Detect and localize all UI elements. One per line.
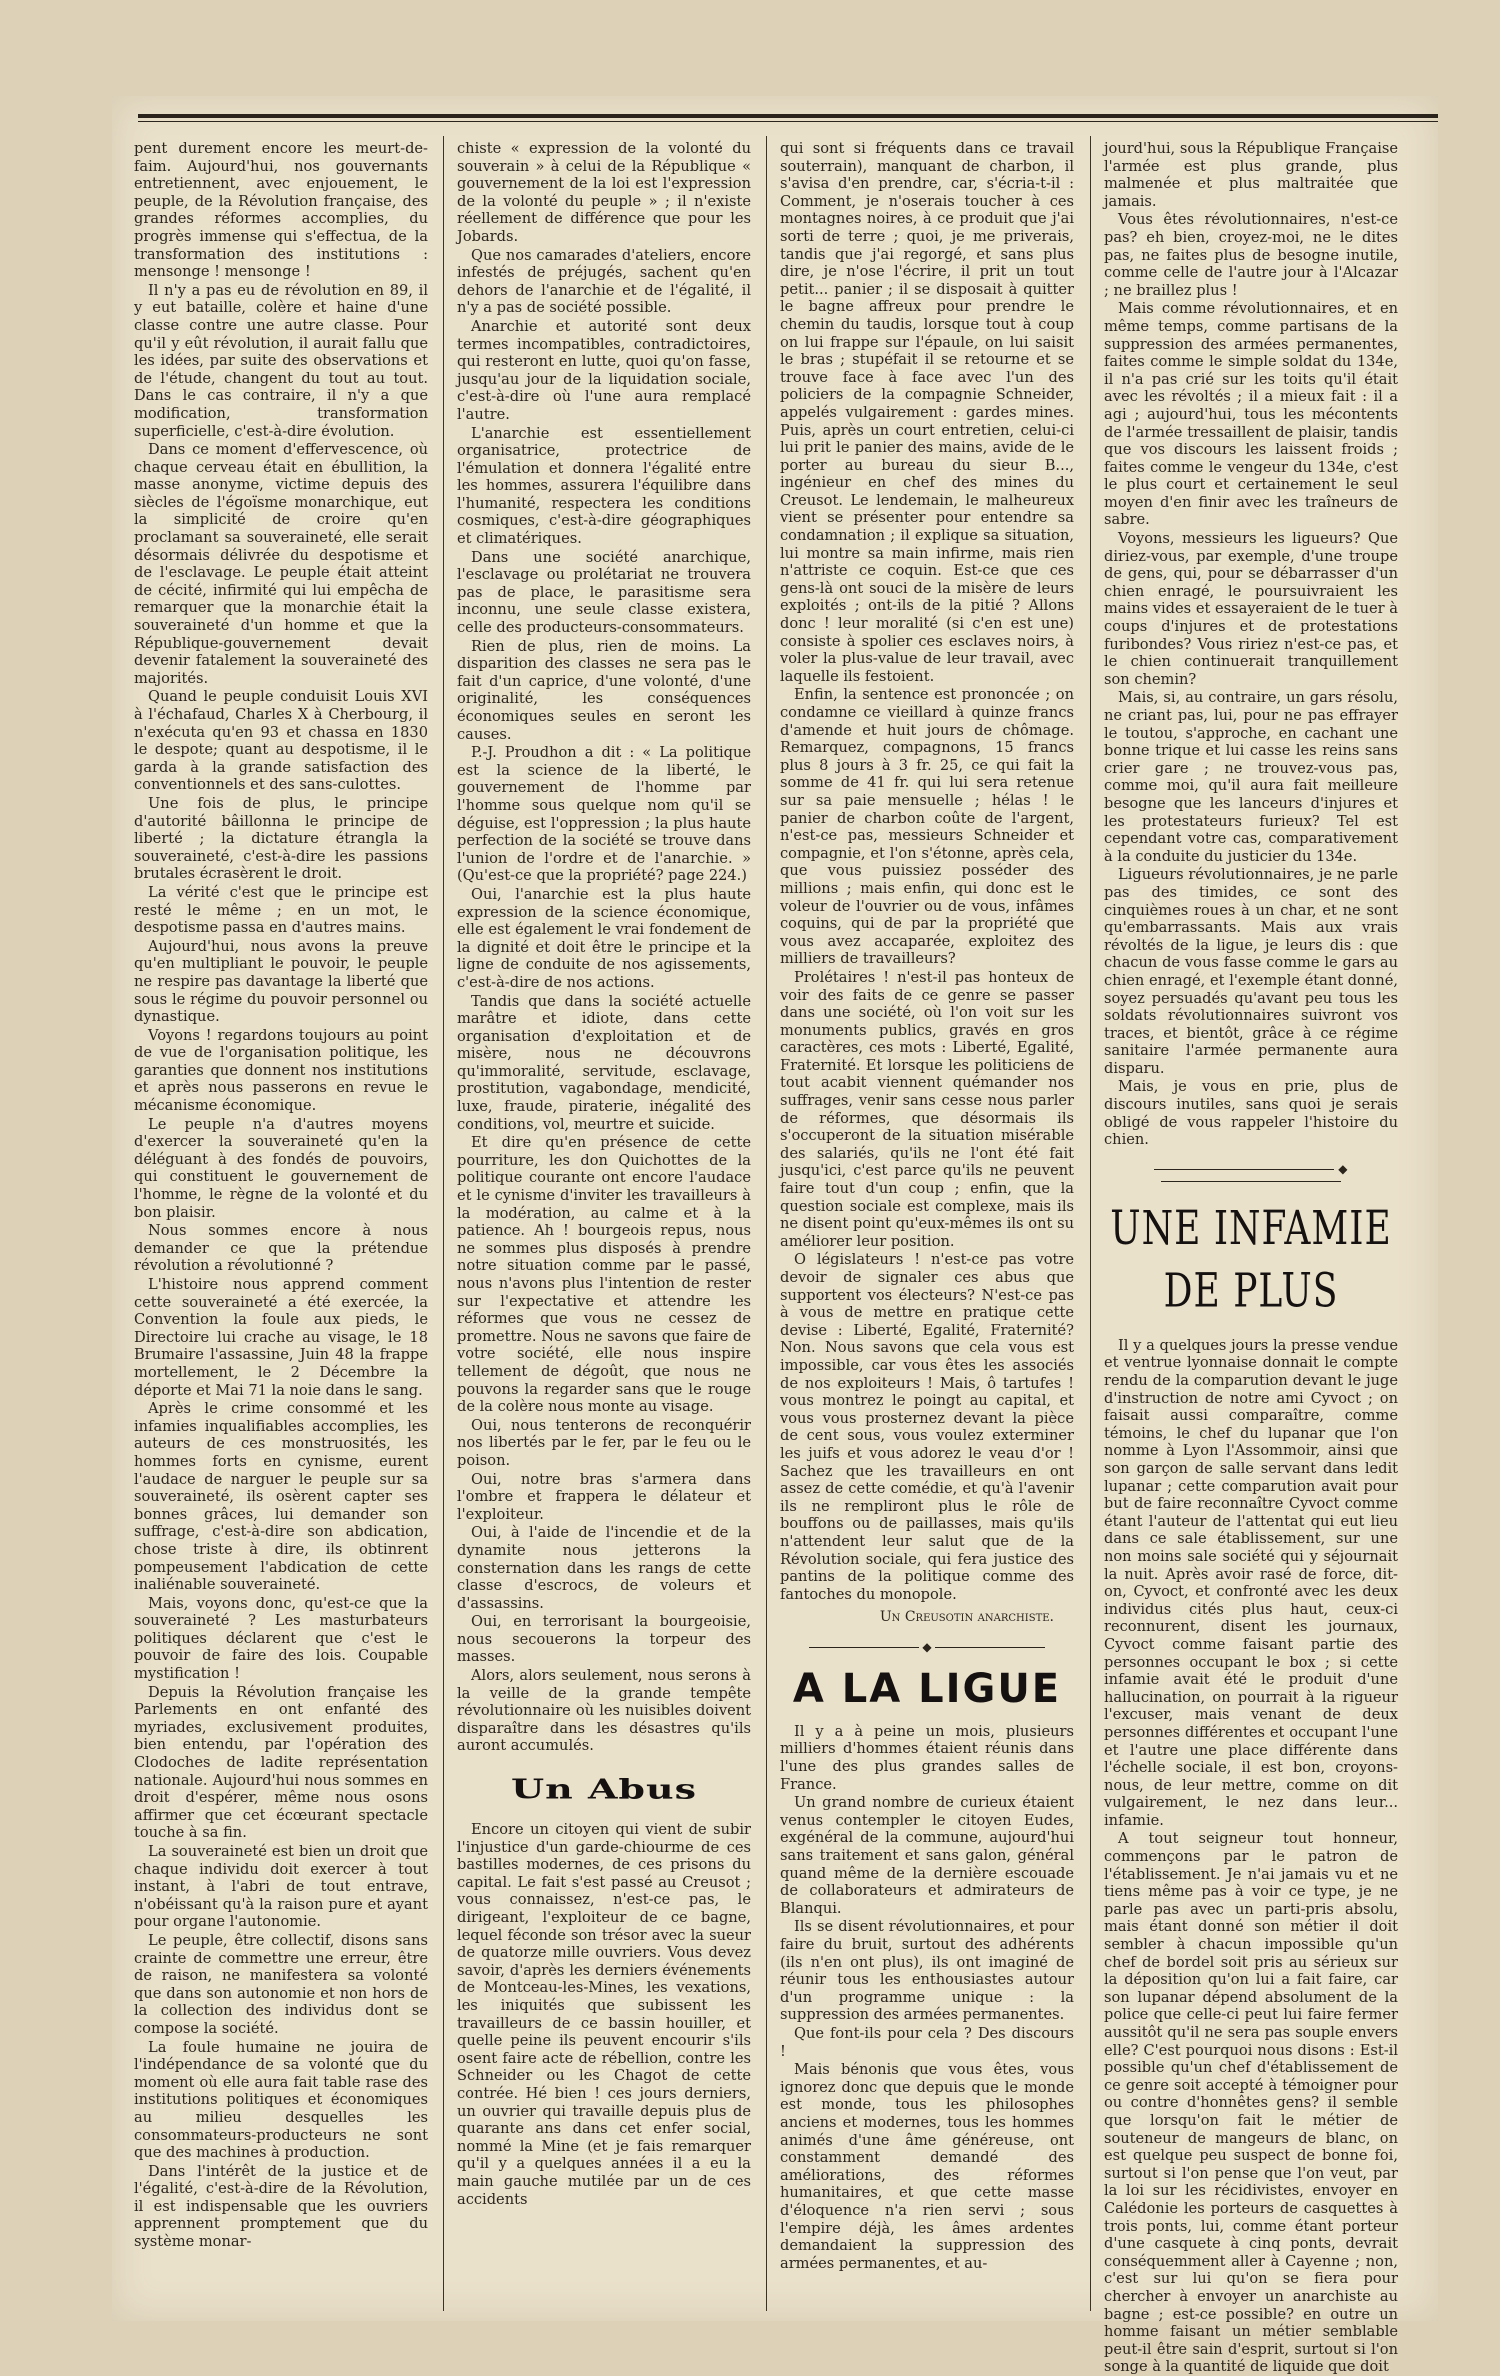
paragraph: Quand le peuple conduisit Louis XVI à l'échafaud, Charles X à Cherbourg, il n'exécuta qu'en 93 et chassa en 1830 le despote; quant au despotisme, il le garda à la grande satisfaction des conventionnels et des sans-culottes. [134,688,428,794]
paragraph: Voyons, messieurs les ligueurs? Que diriez-vous, par exemple, d'une troupe de gens, qui, pour se débarrasser d'un chien enragé, le poursuivraient les mains vides et essayeraient de le tuer à coups d'injures et de protestations furibondes? Vous ririez n'est-ce pas, et le chien continuerait tranquillement son chemin? [1104,530,1398,688]
paragraph: Oui, l'anarchie est la plus haute expression de la science économique, elle est également le vrai fondement de la dignité et doit être le principe et la ligne de conduite de nos agissements, c'est-à-dire de nos actions. [457,885,751,991]
section-separator: ◆ [780,1641,1074,1653]
section-separator: ◆ [1104,1163,1398,1187]
column-divider [766,136,767,2311]
paragraph: Dans une société anarchique, l'esclavage ou prolétariat ne trouvera pas de place, le parasitisme sera inconnu, une seule classe existera, celle des producteurs-consommateurs. [457,548,751,637]
paragraph: Enfin, la sentence est prononcée ; on condamne ce vieillard à quinze francs d'amende et huit jours de chômage. Remarquez, compagnons, 15 francs plus 8 jours à 3 fr. 25, ce qui fait la somme de 41 fr. qui lui sera retenue sur sa paie mensuelle ; hélas ! le panier de charbon coûte de l'argent, n'est-ce pas, messieurs Schneider et compagnie, et l'on s'étonne, après cela, que vous puissiez posséder des millions ; mais enfin, qui donc est le voleur de l'ouvrier ou de vous, infâmes coquins, qui de par la propriété que vous avez accaparée, exploitez des milliers de travailleurs? [780,686,1074,968]
headline-text: A LA LIGUE [792,1665,1062,1712]
paragraph: Oui, à l'aide de l'incendie et de la dynamite nous jetterons la consternation dans les rangs de cette classe d'escrocs, de voleurs et d'assassins. [457,1524,751,1612]
paragraph: Vous êtes révolutionnaires, n'est-ce pas? eh bien, croyez-moi, ne le dites pas, ne faites plus de besogne inutile, comme celle de l'autre jour à l'Alcazar ; ne braillez plus ! [1104,211,1398,299]
paragraph: Rien de plus, rien de moins. La disparition des classes ne sera pas le fait d'un caprice, d'une volonté, d'une originalité, les conséquences économiques seules en seront les causes. [457,637,751,743]
paragraph: pent durement encore les meurt-de-faim. Aujourd'hui, nos gouvernants entretiennent, avec enjouement, le peuple, de la Révolution française, des grandes réformes accomplies, du progrès immense qui s'effectua, de la transformation des institutions : mensonge ! mensonge ! [134,140,428,281]
paragraph: Une fois de plus, le principe d'autorité bâillonna le principe de liberté ; la dictature étrangla la souveraineté, c'est-à-dire les passions brutales écrasèrent le droit. [134,794,428,883]
paragraph: Il y a à peine un mois, plusieurs milliers d'hommes étaient réunis dans l'une des plus grandes salles de France. [780,1722,1074,1793]
headline-text: UNE INFAMIE DE PLUS [1110,1202,1392,1319]
paragraph: L'histoire nous apprend comment cette souveraineté a été exercée, la Convention la foule aux pieds, le Directoire lui crache au visage, le 18 Brumaire l'assassine, Juin 48 la frappe mortellement, le 2 Décembre la déporte et Mai 71 la noie dans le sang. [134,1276,428,1399]
paragraph: P.-J. Proudhon a dit : « La politique est la science de la liberté, le gouvernement de l'homme par l'homme sous quelque nom qu'il se déguise, est l'oppression ; la plus haute perfection de la société se trouve dans l'union de l'ordre et de l'anarchie. » (Qu'est-ce que la propriété? page 224.) [457,744,751,885]
column-divider [443,136,444,2311]
top-rule-thin [138,121,1438,122]
paragraph: La foule humaine ne jouira de l'indépendance de sa volonté que du moment où elle aura fait table rase des institutions politiques et économiques au milieu desquelles les consommateurs-producteurs ne sont que des machines à production. [134,2038,428,2162]
headline-text: Un Abus [510,1772,698,1805]
newspaper-page [112,96,1438,2376]
paragraph: Dans ce moment d'effervescence, où chaque cerveau était en ébullition, la masse anonyme, victime depuis des siècles de l'égoïsme monarchique, eut la simplicité de croire qu'en proclamant sa souveraineté, elle serait désormais délivrée du despotisme et de l'esclavage. Le peuple était atteint de cécité, infirmité qui lui empêcha de remarquer que la monarchie était la souveraineté d'un homme et que la République-gouvernement devait devenir fatalement la souveraineté des majorités. [134,441,428,687]
article-headline [780,1667,1074,1711]
paragraph: Alors, alors seulement, nous serons à la veille de la grande tempête révolutionnaire où les nuisibles doivent disparaître dans les désastres qu'ils auront accumulés. [457,1667,751,1755]
paragraph: Il y a quelques jours la presse vendue et ventrue lyonnaise donnait le compte rendu de la comparution devant le juge d'instruction de notre ami Cyvoct ; on faisait aussi comparaître, comme témoins, le chef du lupanar que l'on nomme à Lyon l'Assommoir, ainsi que son garçon de salle servant dans ledit lupanar ; cette comparution avait pour but de faire reconnaître Cyvoct comme étant l'auteur de l'attentat qui eut lieu dans ce sale établissement, sur une non moins sale société qui y séjournait la nuit. Après avoir rasé de force, dit-on, Cyvoct, et confronté avec les deux individus cités plus haut, ceux-ci reconnurent, disent les journaux, Cyvoct comme faisant partie des personnes occupant le box ; si cette infamie avait été le produit d'une hallucination, on pourrait à la rigueur l'excuser, mais venant de deux personnes différentes et occupant l'une et l'autre une place différente dans l'échelle sociale, il est bon, croyons-nous, de leur mettre, comme on dit vulgairement, le nez dans leur... infamie. [1104,1336,1398,1829]
column-3 [780,140,1074,2310]
paragraph: qui sont si fréquents dans ce travail souterrain), manquant de charbon, il s'avisa d'en prendre, car, s'écria-t-il : Comment, je n'oserais toucher à ces montagnes noires, à ce produit que j'ai sorti de terre ; quoi, je me priverais, tandis que j'ai regorgé, et sans plus dire, je n'ose l'écrire, il prit un tout petit... panier ; il se disposait à quitter le bagne affreux pour prendre le chemin du taudis, lorsque tout à coup on lui frappe sur l'épaule, on lui saisit le bras ; stupéfait il se retourne et se trouve face à face avec l'un des policiers de la compagnie Schneider, appelés vulgairement : gardes mines. Puis, après un court entretien, celui-ci lui prit le panier des mains, avide de le porter au bureau du sieur B..., ingénieur en chef des mines du Creusot. Le lendemain, le malheureux vient se présenter pour entendre sa condamnation ; il explique sa situation, lui montre sa main infirme, mais rien n'attriste ce coquin. Est-ce que ces gens-là ont souci de la misère de leurs exploités ; ont-ils de la pitié ? Allons donc ! leur moralité (si c'en est une) consiste à spolier ces esclaves noirs, à voler la plus-value de leur travail, avec laquelle ils festoient. [780,140,1074,685]
paragraph: Mais bénonis que vous êtes, vous ignorez donc que depuis que le monde est monde, tous les philosophes anciens et modernes, tous les hommes animés d'une âme généreuse, ont constamment demandé des améliorations, des réformes humanitaires, et que cette masse d'éloquence n'a rien servi ; sous l'empire déjà, les âmes ardentes demandaient la suppression des armées permanentes, et au- [780,2061,1074,2272]
column-4 [1104,140,1398,2376]
article-headline [457,1769,751,1809]
paragraph: Aujourd'hui, nous avons la preuve qu'en multipliant le pouvoir, le peuple ne respire pas davantage la liberté que sous le régime du pouvoir personnel ou dynastique. [134,937,428,1026]
paragraph: Il n'y a pas eu de révolution en 89, il y eut bataille, colère et haine d'une classe contre une autre classe. Pour qu'il y eût révolution, il aurait fallu que les idées, par suite des observations et de l'étude, changent du tout au tout. Dans le cas contraire, il n'y a que modification, transformation superficielle, c'est-à-dire évolution. [134,281,428,440]
paragraph: Le peuple, être collectif, disons sans crainte de commettre une erreur, être de raison, ne manifestera sa volonté que dans son autonomie et non hors de la collection des individus dont se compose la société. [134,1931,428,2037]
paragraph: O législateurs ! n'est-ce pas votre devoir de signaler ces abus que supportent vos électeurs? N'est-ce pas à vous de mettre en pratique cette devise : Liberté, Egalité, Fraternité? Non. Nous savons que cela vous est impossible, car vous êtes les associés de nos exploiteurs ! Mais, ô tartufes ! vous montrez le poingt au capital, et vous vous prosternez devant la pièce de cent sous, vous voulez exterminer les juifs et vous adorez le veau d'or ! Sachez que les travailleurs en ont assez de cette comédie, et qu'à l'avenir ils ne rempliront plus le rôle de bouffons ou de paillasses, mais qu'ils n'attendent leur salut que de la Révolution sociale, qui fera justice des pantins de la politique comme des fantoches du monopole. [780,1251,1074,1603]
paragraph: L'anarchie est essentiellement organisatrice, protectrice de l'émulation et donnera l'égalité entre les hommes, assurera l'équilibre dans l'humanité, respectera les conditions cosmiques, c'est-à-dire géographiques et climatériques. [457,424,751,548]
paragraph: Anarchie et autorité sont deux termes incompatibles, contradictoires, qui resteront en lutte, quoi qu'on fasse, jusqu'au jour de la liquidation sociale, c'est-à-dire où l'une aura remplacé l'autre. [457,317,751,423]
paragraph: Après le crime consommé et les infamies inqualifiables accomplies, les auteurs de ces monstruosités, les hommes forts en cynisme, eurent l'audace de narguer le peuple sur sa souveraineté, ils osèrent capter ses bonnes grâces, lui demander son suffrage, c'est-à-dire son abdication, chose triste à dire, ils obtinrent pompeusement l'abdication de cette inaliénable souveraineté. [134,1400,428,1594]
paragraph: Voyons ! regardons toujours au point de vue de l'organisation politique, les garanties que donnent nos institutions et après nous passerons en revue le mécanisme économique. [134,1026,428,1115]
top-rule [138,114,1438,118]
article-headline [1104,1202,1398,1319]
paragraph: Encore un citoyen qui vient de subir l'injustice d'un garde-chiourme de ces bastilles modernes, de ces prisons du capital. Le fait s'est passé au Creusot ; vous connaissez, n'est-ce pas, le dirigeant, l'exploiteur de ce bagne, lequel féconde son trésor avec la sueur de quatorze mille ouvriers. Vous devez savoir, d'après les derniers événements de Montceau-les-Mines, les vexations, les iniquités que subissent les travailleurs de ce bassin houiller, et quelle peine ils peuvent encourir s'ils osent faire acte de rébellion, contre les Schneider ou les Chagot de cette contrée. Hé bien ! ces jours derniers, un ouvrier qui travaille depuis plus de quarante ans dans cet enfer social, nommé la Mine (et je fais remarquer qu'il y a quelques années il a eu la main gauche mutilée par un de ces accidents [457,1821,751,2208]
paragraph: Mais, voyons donc, qu'est-ce que la souveraineté ? Les masturbateurs politiques déclarent que c'est le pouvoir de faire des lois. Coupable mystification ! [134,1594,428,1683]
paragraph: Oui, notre bras s'armera dans l'ombre et frappera le délateur et l'exploiteur. [457,1470,751,1523]
paragraph: Prolétaires ! n'est-il pas honteux de voir des faits de ce genre se passer dans une société, où l'on voit sur les monuments publics, gravés en gros caractères, ces mots : Liberté, Egalité, Fraternité. Et lorsque les politiciens de tout acabit viennent quémander nos suffrages, venir sans cesse nous parler de réformes, que désormais ils s'occuperont de la situation misérable des salariés, qu'ils ne l'ont été fait jusqu'ici, c'est parce qu'ils ne peuvent faire tout d'un coup ; enfin, que la question sociale est complexe, mais ils ne disent point qu'eux-mêmes ils ont su améliorer leur position. [780,968,1074,1250]
paragraph: Et dire qu'en présence de cette pourriture, les don Quichottes de la politique courante ont encore l'audace et le cynisme d'inviter les travailleurs à la modération, au calme et à la patience. Ah ! bourgeois repus, nous ne sommes plus disposés à prendre notre situation comme par le passé, nous n'avons plus l'intention de rester sur l'expectative et attendre les réformes que vous ne cessez de promettre. Nous ne savons que faire de votre société, elle nous inspire tellement de dégoût, que nous ne pouvons la regarder sans que le rouge de la colère nous monte au visage. [457,1134,751,1416]
paragraph: Mais, je vous en prie, plus de discours inutiles, sans quoi je serais obligé de vous rappeler l'histoire du chien. [1104,1078,1398,1149]
paragraph: Oui, nous tenterons de reconquérir nos libertés par le fer, par le feu ou le poison. [457,1416,751,1469]
paragraph: Nous sommes encore à nous demander ce que la prétendue révolution a révolutionné ? [134,1222,428,1275]
paragraph: La souveraineté est bien un droit que chaque individu doit exercer à tout instant, à l'abri de tout entrave, n'obéissant qu'à la raison pure et ayant pour organe l'autonomie. [134,1843,428,1931]
paragraph: Depuis la Révolution française les Parlements en ont enfanté des myriades, exclusivement produites, bien entendu, par l'opération des Clodoches de ladite représentation nationale. Aujourd'hui nous sommes en droit d'espérer, même nous osons affirmer que cet écœurant spectacle touche à sa fin. [134,1683,428,1842]
paragraph: Ligueurs révolutionnaires, je ne parle pas des timides, ce sont des cinquièmes roues à un char, et ne sont qu'embarrassants. Mais aux vrais révoltés de la ligue, je leurs dis : que chacun de vous fasse comme le gars au chien enragé, et l'exemple étant donné, soyez persuadés qu'avant peu tous les soldats révolutionnaires suivront vos traces, et bientôt, grâce à ce régime sanitaire l'armée permanente aura disparu. [1104,866,1398,1077]
paragraph: A tout seigneur tout honneur, commençons par le patron de l'établissement. Je n'ai jamais vu et ne tiens même pas à voir ce type, je ne parle pas avec un parti-pris absolu, mais étant donné son métier il doit sembler à chacun impossible qu'un chef de bordel soit pris au sérieux sur la déposition qu'on lui a fait faire, car son lupanar dépend absolument de la police que celle-ci peut lui faire fermer aussitôt qu'il ne sera pas souple envers elle? C'est pourquoi nous disons : Est-il possible qu'un chef d'établissement de ce genre soit accepté à témoigner pour ou contre d'honnêtes gens? il semble que lorsqu'on fait le métier de souteneur de mangeurs de blanc, on est quelque peu suspect de bonne foi, surtout si l'on pense que l'on veut, par la loi sur les récidivistes, envoyer en Calédonie les porteurs de casquettes à trois ponts, lui, comme étant porteur d'une casquete à cinq ponts, devrait conséquemment aller à Cayenne ; non, c'est sur lui qu'on se fiera pour chercher à envoyer un anarchiste au bagne ; est-ce possible? en outre un homme faisant un métier semblable peut-il être sain d'esprit, surtout si l'on songe à la quantité de liquide que doit [1104,1830,1398,2376]
paragraph: jourd'hui, sous la République Française l'armée est plus grande, plus malmenée et plus maltraitée que jamais. [1104,140,1398,210]
paragraph: Mais comme révolutionnaires, et en même temps, comme partisans de la suppression des armées permanentes, faites comme le simple soldat du 134e, il n'a pas crié sur les toits qu'il était avec les révoltés ; il a mieux fait : il a agi ; aujourd'hui, tous les mécontents de l'armée tressaillent de plaisir, tandis que vos discours les laissent froids ; faites comme le vengeur du 134e, c'est le plus court et certainement le seul moyen d'en finir avec les traîneurs de sabre. [1104,300,1398,529]
paragraph: La vérité c'est que le principe est resté le même ; en un mot, le despotisme passa en d'autres mains. [134,883,428,937]
paragraph: Oui, en terrorisant la bourgeoisie, nous secouerons la torpeur des masses. [457,1613,751,1666]
column-divider [1090,136,1091,2311]
paragraph: Ils se disent révolutionnaires, et pour faire du bruit, surtout des adhérents (ils n'en ont plus), ils ont imaginé de réunir tous les enthousiastes autour d'un programme unique : la suppression des armées permanentes. [780,1918,1074,2024]
paragraph: Un grand nombre de curieux étaient venus contempler le citoyen Eudes, exgénéral de la commune, aujourd'hui sans traitement et sans galon, général quand même de la dernière escouade de collaborateurs et admirateurs de Blanqui. [780,1794,1074,1917]
paragraph: chiste « expression de la volonté du souverain » à celui de la République « gouvernement de la loi est l'expression de la volonté du peuple » ; il n'existe réellement de différence que pour les Jobards. [457,140,751,245]
paragraph: Que font-ils pour cela ? Des discours ! [780,2024,1074,2060]
paragraph: Mais, si, au contraire, un gars résolu, ne criant pas, lui, pour ne pas effrayer le toutou, s'approche, en cachant une bonne trique et lui casse les reins sans crier gare ; ne trouvez-vous pas, comme moi, qu'il aura fait meilleure besogne que les lanceurs d'injures et les protestateurs furieux? Tel est cependant votre cas, comparativement à la conduite du justicier du 134e. [1104,689,1398,865]
paragraph: Dans l'intérêt de la justice et de l'égalité, c'est-à-dire de la Révolution, il est indispensable que les ouvriers apprennent promptement que du système monar- [134,2162,428,2251]
article-signature: Un Creusotin anarchiste. [879,1609,1054,1626]
paragraph: Tandis que dans la société actuelle marâtre et idiote, dans cette organisation d'exploitation et de misère, nous ne découvrons qu'immoralité, servitude, esclavage, prostitution, vagabondage, mendicité, luxe, fraude, piraterie, inégalité des conditions, vol, meurtre et suicide. [457,992,751,1133]
column-2 [457,140,751,2310]
column-1 [134,140,428,2310]
paragraph: Le peuple n'a d'autres moyens d'exercer la souveraineté qu'en la déléguant à des fondés de pouvoirs, qui constituent le gouvernement de l'homme, le règne de la volonté et du bon plaisir. [134,1115,428,1221]
paragraph: Que nos camarades d'ateliers, encore infestés de préjugés, sachent qu'en dehors de l'anarchie et de l'égalité, il n'y a pas de société possible. [457,246,751,317]
